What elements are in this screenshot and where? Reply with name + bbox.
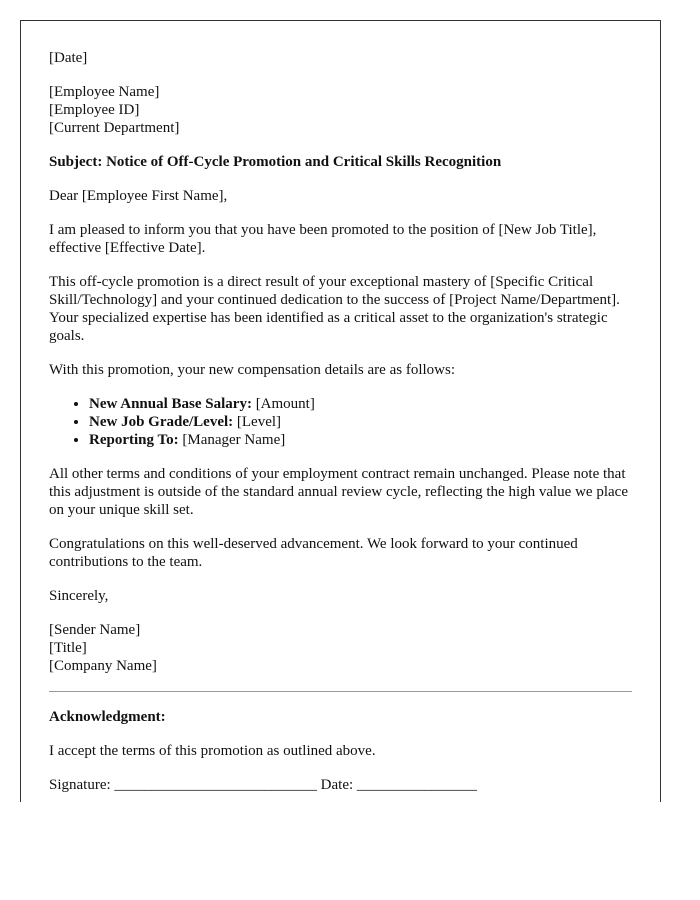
detail-label: Reporting To: xyxy=(89,432,179,448)
detail-label: New Annual Base Salary: xyxy=(89,396,252,412)
signature-label: Signature: xyxy=(49,777,111,793)
signoff: Sincerely, xyxy=(49,588,109,604)
signature-line xyxy=(49,776,632,794)
body-paragraph: I am pleased to inform you that you have been promoted to the position of [New Job Title], effective [Effective Date]. xyxy=(49,222,597,256)
sender-title: [Title] xyxy=(49,640,87,656)
list-item xyxy=(89,395,632,413)
letter-page xyxy=(20,20,661,802)
current-department: [Current Department] xyxy=(49,120,180,136)
detail-value: [Amount] xyxy=(251,396,315,412)
sender-name: [Sender Name] xyxy=(49,622,141,638)
detail-label: New Job Grade/Level: xyxy=(89,414,234,430)
detail-value: [Manager Name] xyxy=(178,432,286,448)
body-paragraph: With this promotion, your new compensation details are as follows: xyxy=(49,362,455,378)
body-paragraph: Congratulations on this well-deserved advancement. We look forward to your continued contributions to the team. xyxy=(49,536,578,570)
salutation: Dear [Employee First Name], xyxy=(49,188,228,204)
detail-value: [Level] xyxy=(233,414,282,430)
divider xyxy=(49,691,632,692)
recipient-block xyxy=(49,83,632,137)
employee-id: [Employee ID] xyxy=(49,102,140,118)
acknowledgment-heading: Acknowledgment: xyxy=(49,709,166,725)
date-label: Date: xyxy=(320,777,354,793)
letter-date: [Date] xyxy=(49,50,88,66)
company-name: [Company Name] xyxy=(49,658,157,674)
body-paragraph: This off-cycle promotion is a direct result of your exceptional mastery of [Specific Critical Skill/Technology] and your continued dedication to the success of [Project Name/Department]. Your specialized expertise has been identified as a critical asset to the organization's strategic goals. xyxy=(49,274,620,344)
body-paragraph: All other terms and conditions of your employment contract remain unchanged. Please note that this adjustment is outside of the standard annual review cycle, reflecting the high value we place on your unique skill set. xyxy=(49,466,628,518)
signature-field[interactable]: ___________________________ xyxy=(114,777,317,793)
list-item xyxy=(89,413,632,431)
compensation-list xyxy=(49,395,632,449)
acknowledgment-text: I accept the terms of this promotion as outlined above. xyxy=(49,743,376,759)
date-field[interactable]: ________________ xyxy=(356,777,477,793)
employee-name: [Employee Name] xyxy=(49,84,160,100)
sender-block xyxy=(49,621,632,675)
subject-line: Subject: Notice of Off-Cycle Promotion and Critical Skills Recognition xyxy=(49,154,502,170)
list-item xyxy=(89,431,632,449)
